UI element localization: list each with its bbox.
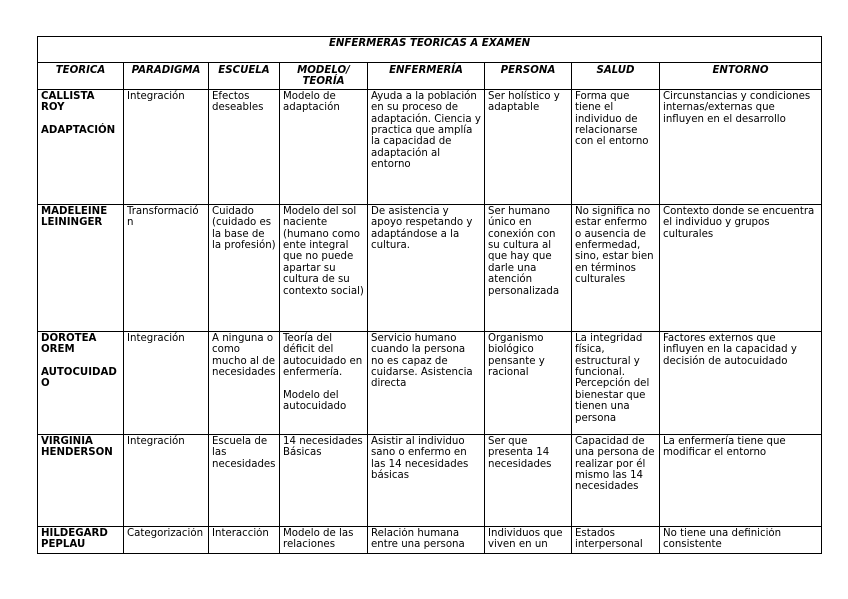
header-persona: PERSONA [485, 63, 572, 90]
cell-text: Estados interpersonal [575, 527, 643, 551]
cell-salud: No significa no estar enfermo o ausencia de enfermedad, sino, estar bien en términos culturales [572, 204, 660, 331]
cell-paradigma: Integración [124, 89, 209, 204]
cell-salud [572, 526, 660, 553]
cell-escuela: A ninguna o como mucho al de necesidades [209, 331, 280, 434]
header-paradigma: PARADIGMA [124, 63, 209, 90]
cell-persona: Ser holístico y adaptable [485, 89, 572, 204]
cell-persona [485, 526, 572, 553]
cell-text: Interacción [212, 527, 269, 539]
cell-persona: Ser humano único en conexión con su cultura al que hay que darle una atención personalizada [485, 204, 572, 331]
header-entorno: ENTORNO [660, 63, 822, 90]
cell-teorica [38, 89, 124, 204]
header-escuela: ESCUELA [209, 63, 280, 90]
cell-enfermeria: De asistencia y apoyo respetando y adaptándose a la cultura. [368, 204, 485, 331]
cell-teorica [38, 204, 124, 331]
table-row [38, 89, 822, 204]
cell-text: Relación humana entre una persona [371, 527, 465, 551]
cell-paradigma: Integración [124, 331, 209, 434]
cell-entorno [660, 526, 822, 553]
theorist-name: MADELEINE LEININGER [41, 205, 108, 229]
cell-enfermeria: Servicio humano cuando la persona no es capaz de cuidarse. Asistencia directa [368, 331, 485, 434]
table-row [38, 204, 822, 331]
cell-modelo: Modelo del sol naciente (humano como ente integral que no puede apartar su cultura de su contexto social) [280, 204, 368, 331]
table-row [38, 526, 822, 553]
cell-text: Modelo de las relaciones [283, 527, 354, 551]
cell-teorica [38, 434, 124, 526]
cell-escuela [209, 526, 280, 553]
header-modelo: MODELO/ TEORÍA [280, 63, 368, 90]
cell-teorica [38, 526, 124, 553]
cell-enfermeria: Asistir al individuo sano o enfermo en las 14 necesidades básicas [368, 434, 485, 526]
table-title: ENFERMERAS TEORICAS A EXAMEN [38, 37, 822, 63]
cell-salud: La integridad física, estructural y funcional. Percepción del bienestar que tienen una persona [572, 331, 660, 434]
theorist-name: CALLISTA ROY [41, 90, 95, 114]
cell-text: Categorización [127, 527, 204, 539]
theorist-theory: ADAPTACIÓN [41, 125, 116, 137]
title-row [38, 37, 822, 63]
nurse-theorists-table [37, 36, 822, 554]
theorist-theory: AUTOCUIDADO [41, 367, 117, 390]
cell-escuela: Cuidado (cuidado es la base de la profesión) [209, 204, 280, 331]
header-teorica: TEORICA [38, 63, 124, 90]
modelo-line-1: Teoría del déficit del autocuidado en enfermería. [283, 332, 363, 379]
cell-entorno: Factores externos que influyen en la capacidad y decisión de autocuidado [660, 331, 822, 434]
cell-modelo: Modelo de adaptación [280, 89, 368, 204]
cell-entorno: Circunstancias y condiciones internas/externas que influyen en el desarrollo [660, 89, 822, 204]
cell-text: Individuos que viven en un [488, 527, 563, 551]
theorist-name: HILDEGARD PEPLAU [41, 527, 108, 551]
cell-modelo: 14 necesidades Básicas [280, 434, 368, 526]
table-row [38, 331, 822, 434]
theorist-name: DOROTEA OREM [41, 332, 97, 356]
cell-modelo [280, 526, 368, 553]
header-enfermeria: ENFERMERÍA [368, 63, 485, 90]
header-salud: SALUD [572, 63, 660, 90]
header-row [38, 63, 822, 90]
cell-paradigma [124, 526, 209, 553]
cell-escuela: Escuela de las necesidades [209, 434, 280, 526]
cell-entorno: Contexto donde se encuentra el individuo y grupos culturales [660, 204, 822, 331]
table-row [38, 434, 822, 526]
theorist-name: VIRGINIA HENDERSON [41, 435, 113, 459]
cell-paradigma: Transformación [124, 204, 209, 331]
cell-text: No tiene una definición consistente [663, 527, 782, 551]
cell-paradigma: Integración [124, 434, 209, 526]
cell-enfermeria: Ayuda a la población en su proceso de adaptación. Ciencia y practica que amplía la capacidad de adaptación al entorno [368, 89, 485, 204]
cell-enfermeria [368, 526, 485, 553]
cell-entorno: La enfermería tiene que modificar el entorno [660, 434, 822, 526]
cell-persona: Organismo biológico pensante y racional [485, 331, 572, 434]
cell-modelo [280, 331, 368, 434]
cell-persona: Ser que presenta 14 necesidades [485, 434, 572, 526]
cell-escuela: Efectos deseables [209, 89, 280, 204]
cell-teorica [38, 331, 124, 434]
cell-salud: Capacidad de una persona de realizar por él mismo las 14 necesidades [572, 434, 660, 526]
modelo-line-2: Modelo del autocuidado [283, 389, 347, 413]
cell-salud: Forma que tiene el individuo de relacionarse con el entorno [572, 89, 660, 204]
